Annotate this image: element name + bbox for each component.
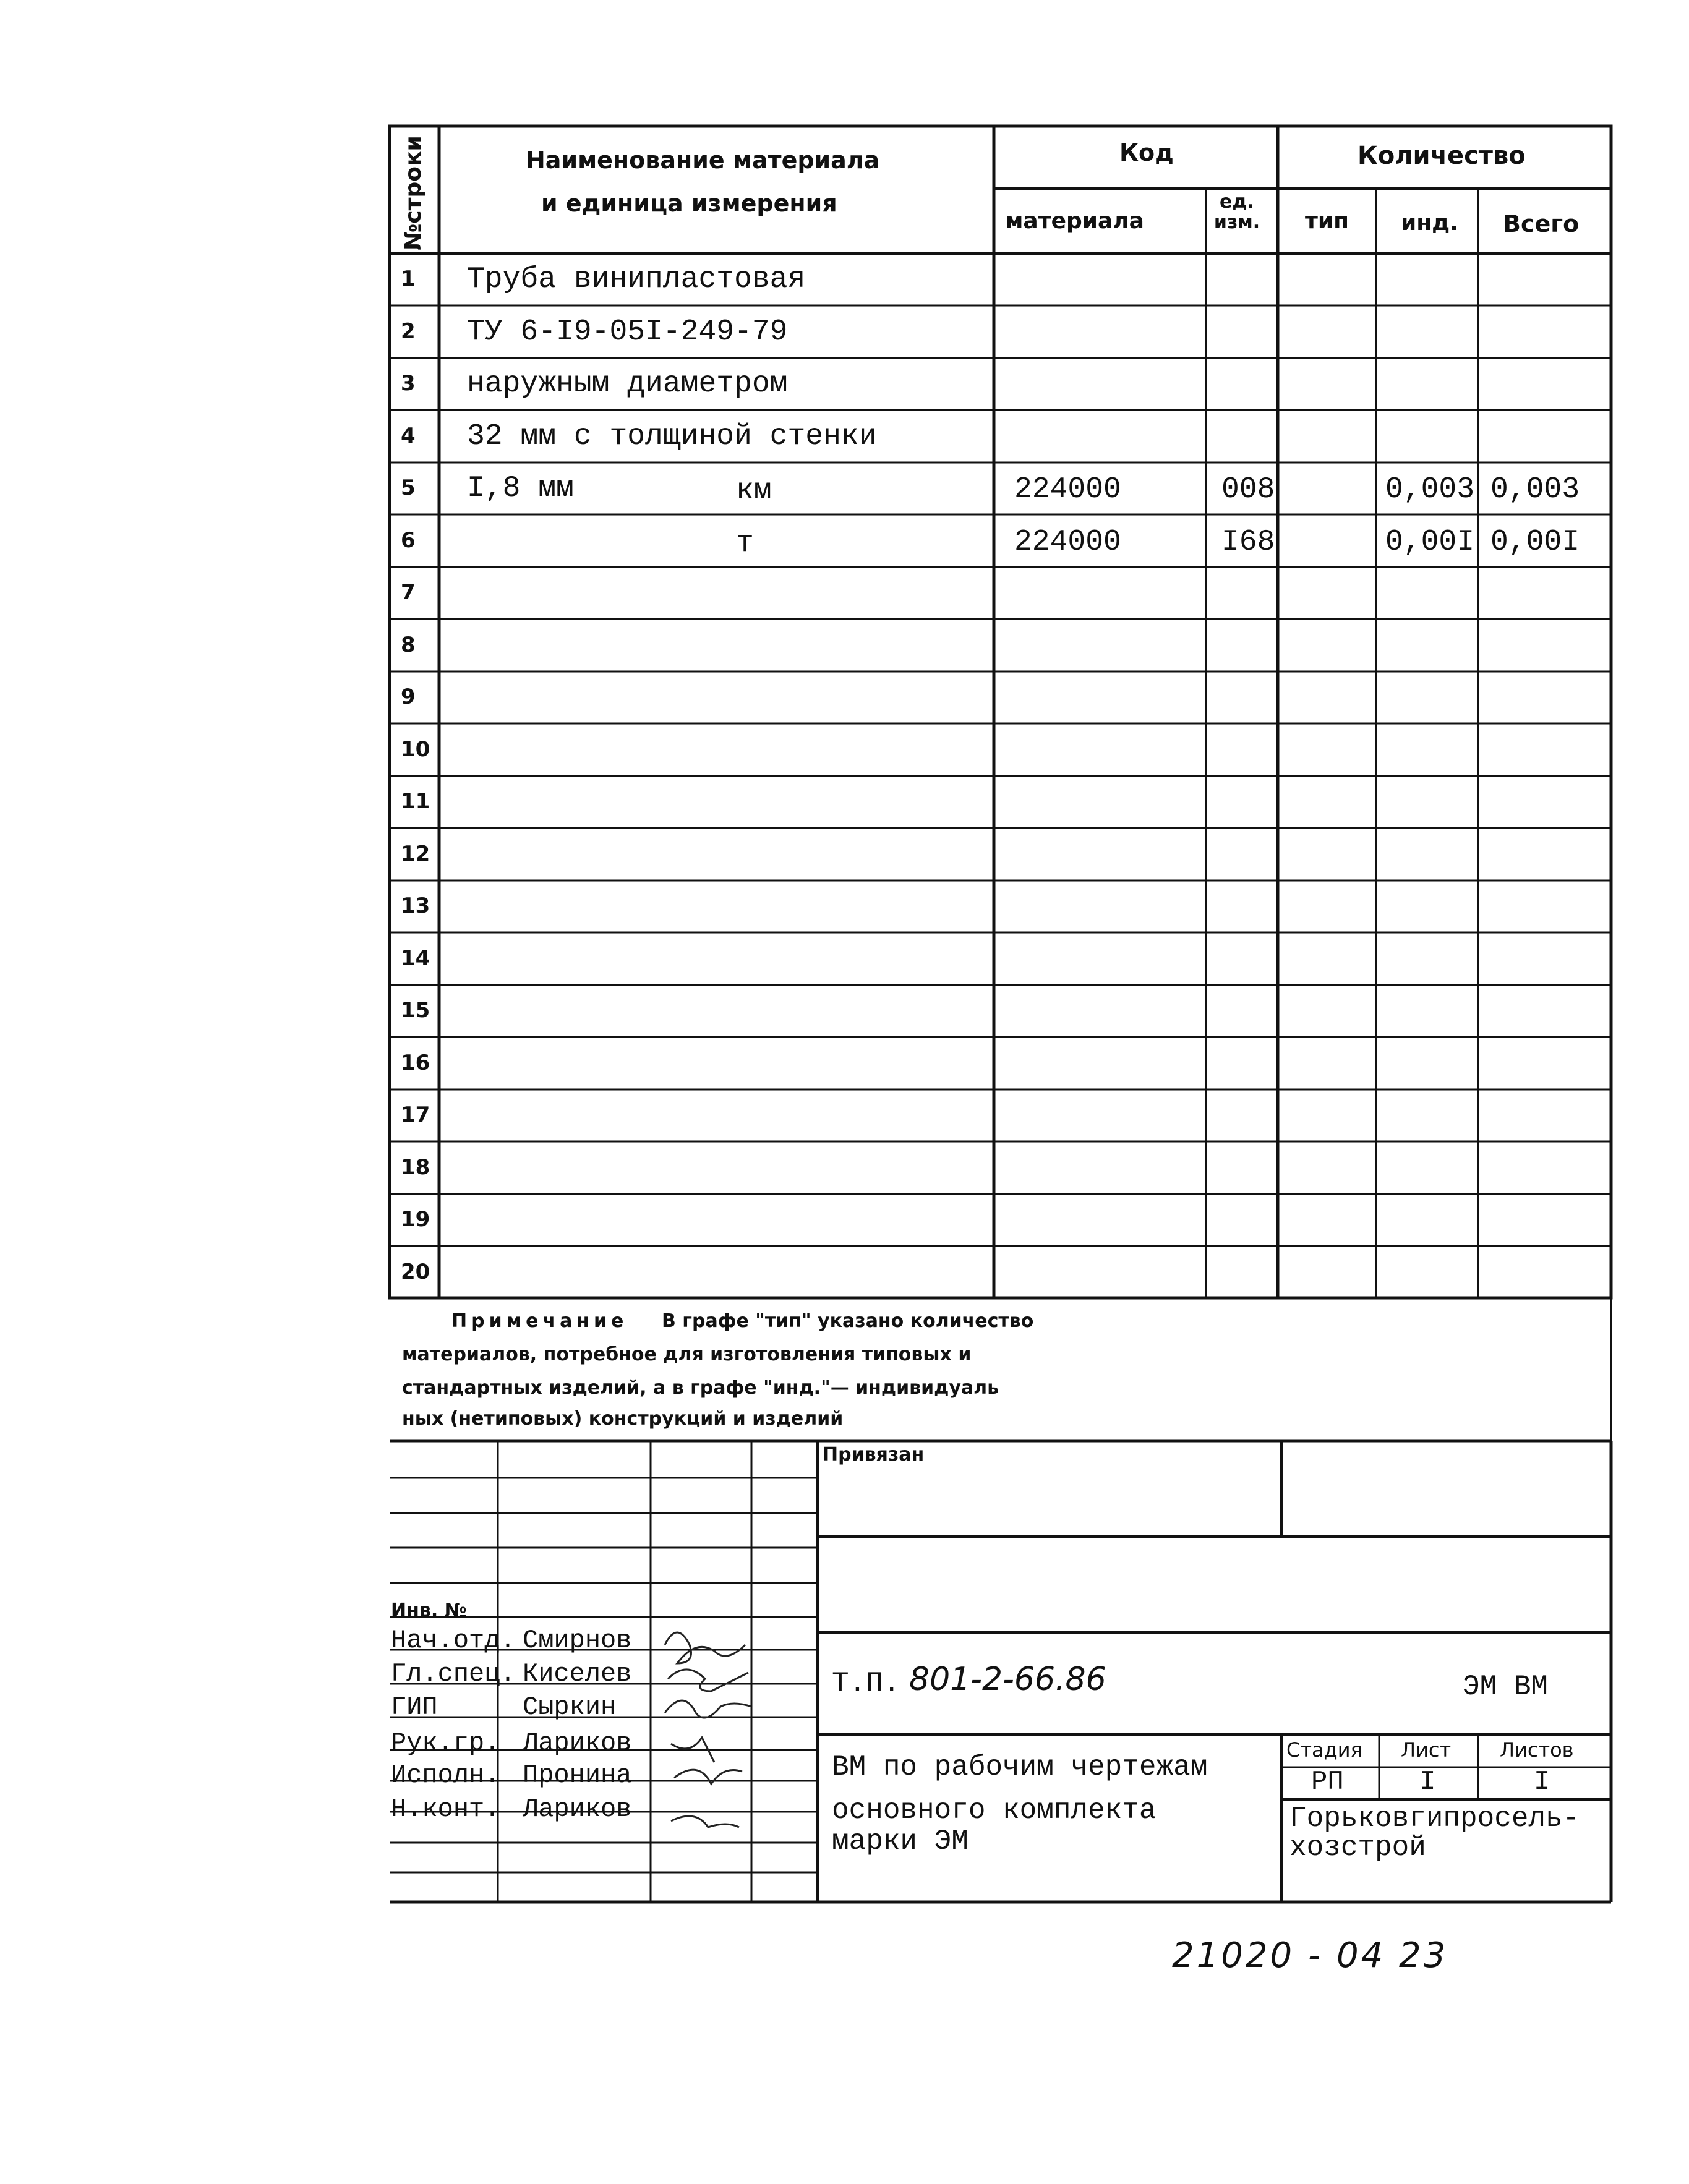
stage-label: Стадия xyxy=(1286,1738,1362,1762)
sheets-value: I xyxy=(1534,1767,1550,1798)
row-unit-code: I68 xyxy=(1221,525,1275,559)
signer-name: Лариков xyxy=(523,1728,632,1758)
signer-name: Смирнов xyxy=(523,1626,632,1655)
row-material-name: 32 мм с толщиной стенки xyxy=(467,419,877,453)
signer-role: Н.конт. xyxy=(391,1794,500,1824)
row-qty-ind: 0,00I xyxy=(1385,525,1475,559)
row-number: 2 xyxy=(401,318,416,344)
sheet-value: I xyxy=(1419,1767,1436,1798)
signer-role: Исполн. xyxy=(391,1760,500,1790)
row-material-name: ТУ 6-I9-05I-249-79 xyxy=(467,315,788,349)
row-qty-total: 0,003 xyxy=(1490,473,1580,506)
header-quantity: Количество xyxy=(1358,142,1526,170)
header-name-line2: и единица измерения xyxy=(541,190,837,217)
signer-name: Пронина xyxy=(523,1760,632,1790)
title-line2: основного комплекта xyxy=(832,1794,1157,1827)
row-material-name: I,8 мм xyxy=(467,472,574,505)
row-number: 15 xyxy=(401,998,430,1023)
doc-prefix: Т.П. xyxy=(832,1668,900,1700)
signer-role: Нач.отд. xyxy=(391,1626,516,1655)
header-qty-total: Всего xyxy=(1503,210,1580,237)
row-unit: км xyxy=(736,474,772,508)
row-material-code: 224000 xyxy=(1014,473,1121,506)
note-line2: материалов, потребное для изготовления типовых и xyxy=(402,1344,972,1365)
row-material-name: Труба винипластовая xyxy=(467,263,806,296)
row-number: 14 xyxy=(401,945,430,971)
stamp-linked-label: Привязан xyxy=(823,1444,925,1465)
row-number: 12 xyxy=(401,841,430,866)
header-code: Код xyxy=(1119,139,1174,166)
stage-value: РП xyxy=(1311,1767,1344,1798)
row-number: 6 xyxy=(401,527,416,553)
row-material-code: 224000 xyxy=(1014,525,1121,559)
row-number: 19 xyxy=(401,1207,430,1232)
row-number: 1 xyxy=(401,267,416,291)
row-number: 3 xyxy=(401,371,416,396)
header-row-number: №строки xyxy=(401,135,426,250)
inventory-number-label: Инв. № xyxy=(391,1600,467,1621)
signer-role: ГИП xyxy=(391,1692,438,1722)
signer-name: Киселев xyxy=(523,1659,632,1689)
row-material-name: наружным диаметром xyxy=(467,367,788,401)
row-number: 4 xyxy=(401,423,416,448)
row-unit-code: 008 xyxy=(1221,473,1275,506)
signer-role: Рук.гр. xyxy=(391,1728,500,1758)
row-number: 13 xyxy=(401,894,430,918)
row-qty-total: 0,00I xyxy=(1490,525,1580,559)
row-number: 18 xyxy=(401,1154,430,1180)
signer-role: Гл.спец. xyxy=(391,1659,516,1689)
sheet-label: Лист xyxy=(1401,1738,1452,1762)
doc-number: 801-2-66.86 xyxy=(909,1661,1106,1698)
row-number: 17 xyxy=(401,1103,430,1127)
row-number: 5 xyxy=(401,476,416,500)
org-line2: хозстрой xyxy=(1289,1832,1426,1864)
note-line3: стандартных изделий, а в графе "инд."— индивидуаль xyxy=(402,1377,999,1399)
org-line1: Горьковгипросель- xyxy=(1289,1802,1580,1835)
row-number: 9 xyxy=(401,685,416,709)
title-line1: ВМ по рабочим чертежам xyxy=(832,1751,1208,1783)
row-number: 16 xyxy=(401,1050,430,1075)
header-code-material: материала xyxy=(1005,208,1144,234)
row-number: 8 xyxy=(401,632,416,657)
header-qty-ind: инд. xyxy=(1401,210,1458,236)
row-number: 11 xyxy=(401,789,430,814)
note-title: Примечание xyxy=(451,1310,628,1332)
row-qty-ind: 0,003 xyxy=(1385,473,1475,506)
signer-name: Лариков xyxy=(523,1794,632,1824)
header-code-unit: ед. изм. xyxy=(1213,191,1260,233)
note-line1: В графе "тип" указано количество xyxy=(662,1310,1034,1332)
inventory-footer-number: 21020 - 04 23 xyxy=(1172,1935,1448,1976)
row-unit: т xyxy=(736,526,754,560)
row-number: 10 xyxy=(401,736,430,762)
doc-mark: ЭМ ВМ xyxy=(1463,1671,1549,1703)
row-number: 7 xyxy=(401,580,416,605)
row-number: 20 xyxy=(401,1259,430,1284)
title-line3: марки ЭМ xyxy=(832,1825,969,1858)
header-name-line1: Наименование материала xyxy=(526,147,880,174)
signer-name: Сыркин xyxy=(523,1692,617,1722)
header-qty-type: тип xyxy=(1305,208,1349,234)
sheets-label: Листов xyxy=(1500,1738,1574,1762)
note-line4: ных (нетиповых) конструкций и изделий xyxy=(402,1408,844,1430)
